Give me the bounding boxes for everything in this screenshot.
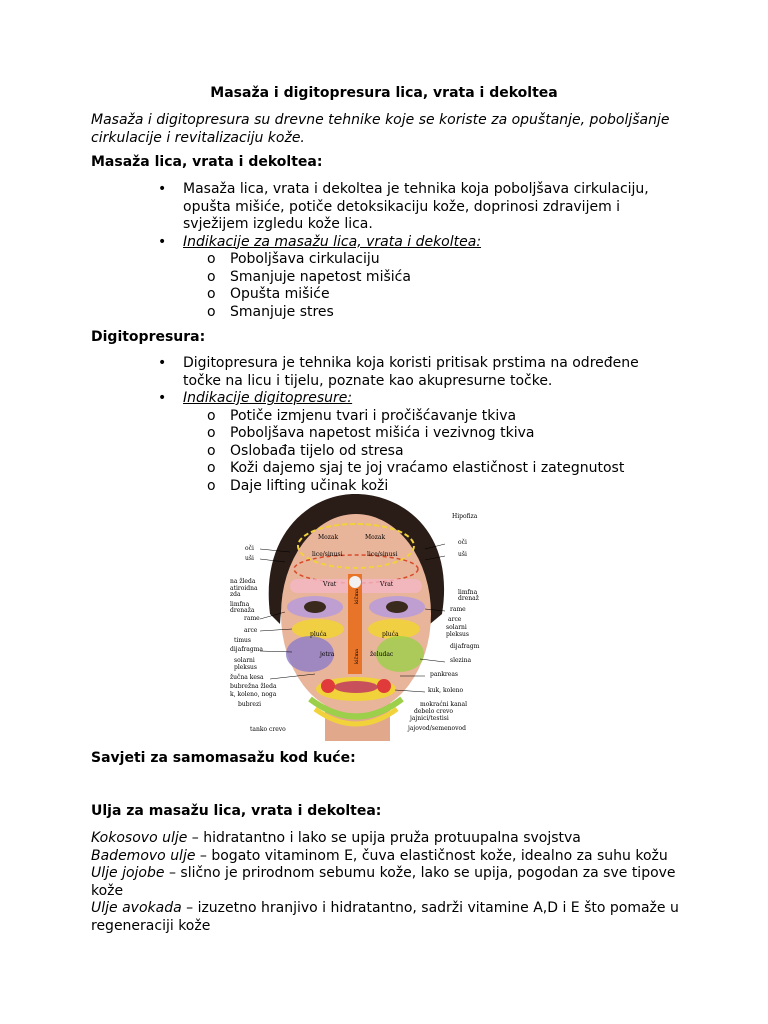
subitem-text: Daje lifting učinak koži	[230, 477, 389, 494]
face-reflexology-figure	[230, 494, 480, 741]
list-item	[91, 478, 681, 496]
list-item	[91, 355, 681, 390]
svg-text:oči: oči	[458, 539, 467, 546]
list-item	[91, 251, 681, 269]
oil-item	[91, 848, 687, 866]
svg-text:dijafragm: dijafragm	[450, 643, 480, 650]
list-item	[91, 425, 681, 443]
subitem-text: Smanjuje napetost mišića	[230, 268, 411, 285]
subitem-text: Smanjuje stres	[230, 303, 334, 320]
oil-item	[91, 900, 687, 935]
svg-text:pankreas: pankreas	[430, 671, 458, 678]
svg-text:atiroidna: atiroidna	[230, 585, 258, 592]
subitem-text: Opušta mišiće	[230, 286, 330, 302]
list-item	[91, 460, 681, 478]
circle-bullet-icon: o	[207, 425, 216, 441]
circle-bullet-icon: o	[207, 303, 216, 320]
svg-text:bubrežna žleda: bubrežna žleda	[230, 683, 277, 690]
list-item	[91, 443, 681, 461]
bullet-text: Indikacije za masažu lica, vrata i dekoltea:	[183, 233, 482, 250]
svg-text:drenaž: drenaž	[458, 595, 479, 602]
svg-text:na žleda: na žleda	[230, 578, 256, 585]
subitem-text: Potiče izmjenu tvari i pročišćavanje tkiva	[230, 407, 517, 424]
circle-bullet-icon: o	[207, 477, 216, 494]
svg-text:bubrezi: bubrezi	[238, 701, 262, 708]
subitem-text: Poboljšava napetost mišića i vezivnog tkiva	[230, 425, 535, 441]
circle-bullet-icon: o	[207, 251, 216, 267]
bullet-icon: •	[158, 233, 167, 250]
svg-text:pleksus: pleksus	[234, 664, 257, 671]
svg-text:lice/sinusi: lice/sinusi	[312, 551, 343, 558]
svg-text:Mozak: Mozak	[365, 534, 386, 541]
massage-bullet-list	[91, 181, 681, 321]
page-title: Masaža i digitopresura lica, vrata i dekoltea	[210, 85, 558, 101]
svg-text:kuk, koleno: kuk, koleno	[428, 687, 464, 694]
svg-text:limfna: limfna	[230, 601, 250, 608]
list-item	[91, 234, 681, 252]
svg-text:limfna: limfna	[458, 589, 478, 596]
svg-text:pleksus: pleksus	[446, 631, 469, 638]
svg-text:rame: rame	[244, 615, 260, 622]
svg-text:arce: arce	[244, 627, 258, 634]
svg-text:pluća: pluća	[382, 631, 399, 638]
oil-desc: – hidratantno i lako se upija pruža protuupalna svojstva	[187, 830, 581, 846]
oil-name: Bademovo ulje	[91, 847, 196, 864]
bullet-icon: •	[158, 181, 167, 197]
svg-text:Vrat: Vrat	[323, 581, 337, 588]
oil-name: Ulje avokada	[91, 900, 182, 916]
svg-text:žučna kesa: žučna kesa	[230, 674, 264, 681]
list-item	[91, 269, 681, 287]
circle-bullet-icon: o	[207, 460, 216, 476]
list-item	[91, 304, 681, 322]
acupressure-bullet-list	[91, 355, 681, 495]
svg-text:slezina: slezina	[450, 657, 472, 664]
oil-item	[91, 865, 687, 900]
subitem-text: Koži dajemo sjaj te joj vraćamo elastičnost i zategnutost	[230, 460, 625, 476]
oil-item	[91, 830, 687, 848]
section-heading-tips: Savjeti za samomasažu kod kuće:	[91, 750, 356, 766]
svg-text:dijafragma: dijafragma	[230, 646, 263, 653]
svg-text:drenaža: drenaža	[230, 607, 255, 614]
section-heading-oils: Ulja za masažu lica, vrata i dekoltea:	[91, 803, 382, 819]
bullet-text: Indikacije digitopresure:	[183, 390, 353, 406]
section-heading-massage: Masaža lica, vrata i dekoltea:	[91, 154, 323, 170]
bullet-text: Masaža lica, vrata i dekoltea je tehnika koja poboljšava cirkulaciju, opušta mišiće, potiče detoksikaciju kože, doprinosi zdravijem i svježijem izgledu kože lica.	[183, 181, 649, 232]
svg-text:Mozak: Mozak	[318, 534, 339, 541]
svg-text:mokraćni kanal: mokraćni kanal	[420, 701, 468, 708]
svg-text:kičma: kičma	[354, 588, 360, 604]
svg-text:lice/sinusi: lice/sinusi	[367, 551, 398, 558]
list-item	[91, 408, 681, 426]
svg-text:Hipofiza: Hipofiza	[452, 513, 478, 520]
svg-text:timus: timus	[234, 637, 251, 644]
bullet-icon: •	[158, 390, 167, 406]
svg-text:oči: oči	[245, 545, 254, 552]
svg-text:k, koleno, noga: k, koleno, noga	[230, 691, 277, 698]
subitem-text: Poboljšava cirkulaciju	[230, 251, 380, 267]
svg-text:zda: zda	[230, 591, 241, 598]
svg-text:želudac: želudac	[370, 651, 394, 658]
oil-name: Ulje jojobe	[91, 865, 165, 881]
oil-desc: – izuzetno hranjivo i hidratantno, sadrži vitamine A,D i E što pomaže u regeneraciji kože	[91, 900, 679, 934]
circle-bullet-icon: o	[207, 286, 216, 302]
svg-text:arce: arce	[448, 616, 462, 623]
intro-paragraph: Masaža i digitopresura su drevne tehnike koje se koriste za opuštanje, poboljšanje cirkulacije i revitalizaciju kože.	[91, 112, 670, 146]
section-heading-acupressure: Digitopresura:	[91, 329, 206, 345]
bullet-icon: •	[158, 355, 167, 371]
bullet-text: Digitopresura je tehnika koja koristi pritisak prstima na određene točke na licu i tijelu, poznate kao akupresurne točke.	[183, 355, 639, 389]
svg-text:rame: rame	[450, 606, 466, 613]
svg-text:pluća: pluća	[310, 631, 327, 638]
svg-text:kičma: kičma	[354, 648, 360, 664]
oil-name: Kokosovo ulje	[91, 830, 188, 846]
svg-text:jetra: jetra	[320, 651, 335, 658]
svg-text:Vrat: Vrat	[380, 581, 394, 588]
circle-bullet-icon: o	[207, 407, 216, 424]
svg-text:solarni: solarni	[446, 624, 467, 631]
oils-list	[91, 830, 687, 935]
oil-desc: – slično je prirodnom sebumu kože, lako se upija, pogodan za sve tipove kože	[91, 865, 676, 899]
list-item	[91, 181, 681, 234]
svg-text:tanko crevo: tanko crevo	[250, 726, 286, 733]
svg-text:uši: uši	[245, 555, 254, 562]
list-item	[91, 286, 681, 304]
oil-desc: – bogato vitaminom E, čuva elastičnost kože, idealno za suhu kožu	[195, 847, 668, 864]
circle-bullet-icon: o	[207, 442, 216, 459]
svg-text:jajnici/testisi: jajnici/testisi	[410, 715, 449, 722]
circle-bullet-icon: o	[207, 268, 216, 285]
svg-text:uši: uši	[458, 551, 467, 558]
svg-text:debelo crevo: debelo crevo	[414, 708, 454, 715]
face-map-illustration	[230, 494, 480, 741]
svg-text:jajovod/semenovod: jajovod/semenovod	[408, 725, 466, 732]
list-item	[91, 390, 681, 408]
svg-text:solarni: solarni	[234, 657, 255, 664]
subitem-text: Oslobađa tijelo od stresa	[230, 442, 404, 459]
